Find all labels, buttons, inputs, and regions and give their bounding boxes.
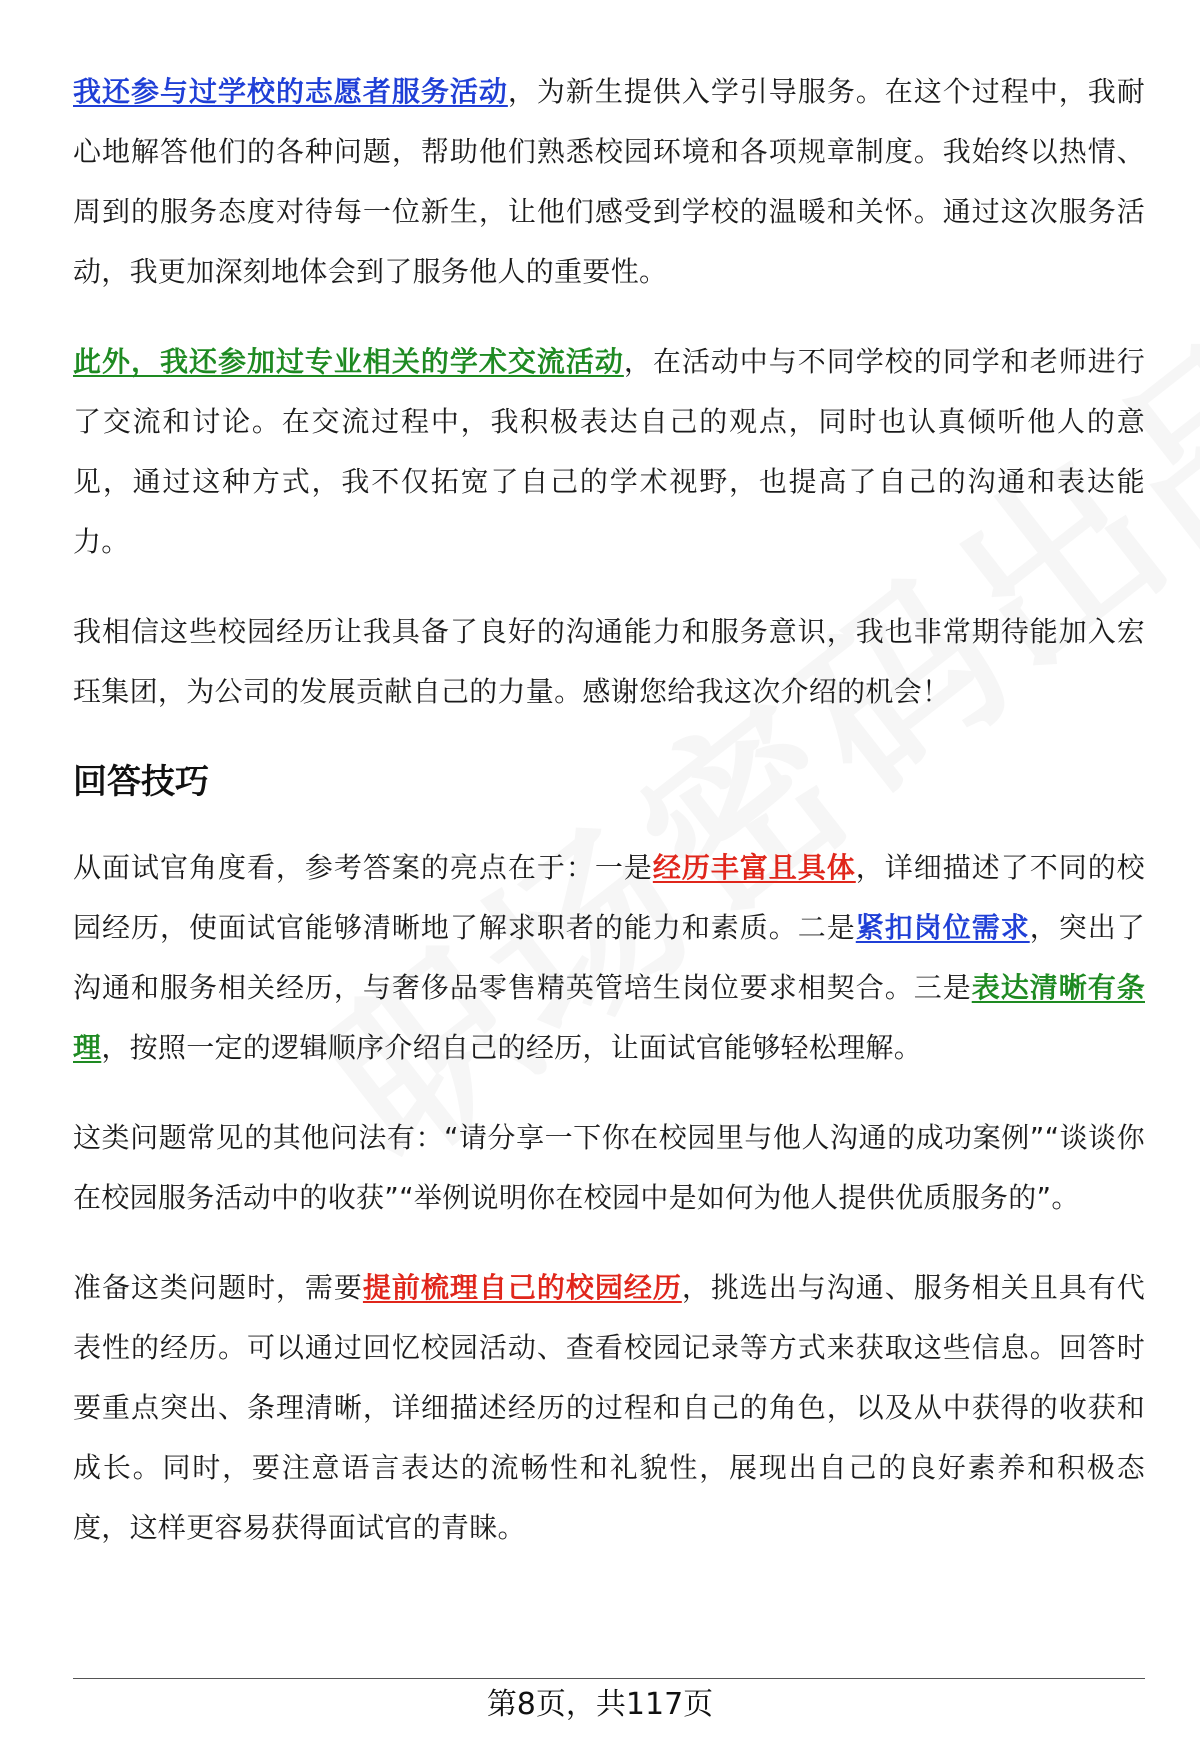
highlight-volunteer: 我还参与过学校的志愿者服务活动 [73, 75, 508, 108]
paragraph-preparation [73, 1258, 1145, 1558]
highlights-text-2: ，详细描述了不同的校园经历，使面试官能够清晰地了解求职者的能力和素质。二是 [73, 851, 1145, 944]
section-title: 回答技巧 [73, 762, 209, 802]
footer-divider [73, 1678, 1145, 1679]
paragraph-alternatives: 这类问题常见的其他问法有：“请分享一下你在校园里与他人沟通的成功案例”“谈谈你在校园服务活动中的收获”“举例说明你在校园中是如何为他人提供优质服务的”。 [73, 1121, 1145, 1214]
paragraph-academic [73, 332, 1145, 572]
highlight-sort-experience: 提前梳理自己的校园经历 [362, 1271, 682, 1304]
highlight-academic: 此外，我还参加过专业相关的学术交流活动 [73, 345, 624, 378]
highlights-text-1: 从面试官角度看，参考答案的亮点在于：一是 [73, 851, 653, 884]
page-number: 第8页，共117页 [486, 1687, 714, 1722]
paragraph-volunteer-text: ，为新生提供入学引导服务。在这个过程中，我耐心地解答他们的各种问题，帮助他们熟悉校园环境和各项规章制度。我始终以热情、周到的服务态度对待每一位新生，让他们感受到学校的温暖和关怀。通过这次服务活动，我更加深刻地体会到了服务他人的重要性。 [73, 75, 1145, 288]
paragraph-conclusion: 我相信这些校园经历让我具备了良好的沟通能力和服务意识，我也非常期待能加入宏珏集团，为公司的发展贡献自己的力量。感谢您给我这次介绍的机会！ [73, 615, 1145, 708]
preparation-text-2: ，挑选出与沟通、服务相关且具有代表性的经历。可以通过回忆校园活动、查看校园记录等方式来获取这些信息。回答时要重点突出、条理清晰，详细描述经历的过程和自己的角色，以及从中获得的收获和成长。同时，要注意语言表达的流畅性和礼貌性，展现出自己的良好素养和积极态度，这样更容易获得面试官的青睐。 [73, 1271, 1145, 1544]
preparation-text-1: 准备这类问题时，需要 [73, 1271, 363, 1304]
highlight-job-fit: 紧扣岗位需求 [855, 911, 1030, 944]
document-page [73, 62, 1145, 1588]
highlights-text-4: ，按照一定的逻辑顺序介绍自己的经历，让面试官能够轻松理解。 [101, 1031, 923, 1064]
highlight-clear-expression: 表达清晰有条理 [73, 971, 1145, 1064]
paragraph-volunteer [73, 62, 1145, 302]
paragraph-highlights [73, 838, 1145, 1078]
paragraph-academic-text: ，在活动中与不同学校的同学和老师进行了交流和讨论。在交流过程中，我积极表达自己的观点，同时也认真倾听他人的意见，通过这种方式，我不仅拓宽了自己的学术视野，也提高了自己的沟通和表达能力。 [73, 345, 1145, 558]
highlights-text-3: ，突出了沟通和服务相关经历，与奢侈品零售精英管培生岗位要求相契合。三是 [73, 911, 1145, 1004]
highlight-rich-experience: 经历丰富且具体 [652, 851, 856, 884]
